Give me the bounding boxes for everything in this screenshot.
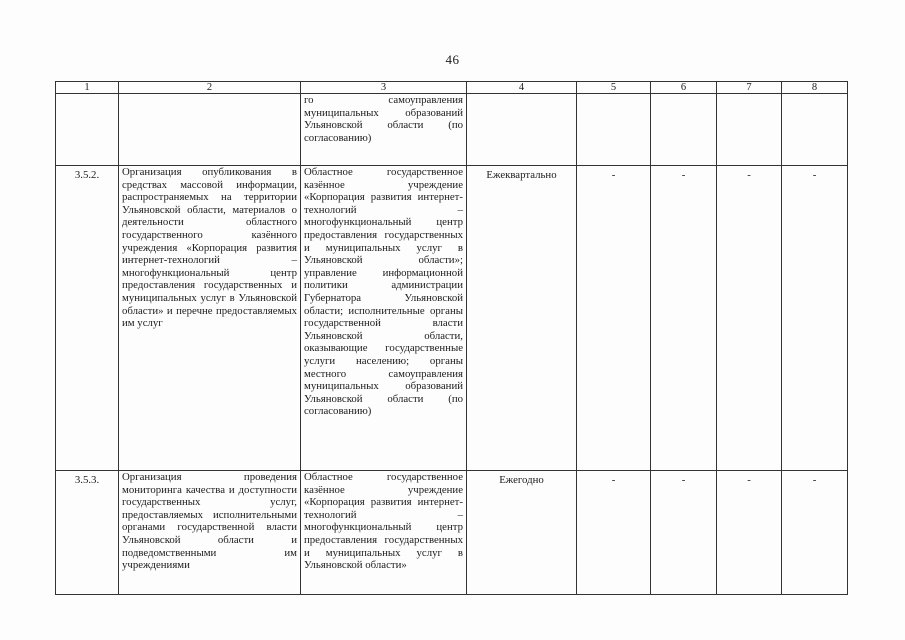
table-row	[56, 166, 848, 471]
executor-cell: го самоуправления муниципальных образований Ульяновской области (по согласованию)	[301, 94, 467, 166]
col-header-6: 6	[651, 82, 717, 94]
period-cell	[467, 94, 577, 166]
col-header-2: 2	[119, 82, 301, 94]
col8-cell	[782, 94, 848, 166]
col-header-5: 5	[577, 82, 651, 94]
col6-cell: -	[651, 471, 717, 595]
col-header-8: 8	[782, 82, 848, 94]
row-number: 3.5.2.	[56, 166, 119, 471]
col8-cell: -	[782, 166, 848, 471]
row-number: 3.5.3.	[56, 471, 119, 595]
row-number	[56, 94, 119, 166]
col-header-7: 7	[717, 82, 782, 94]
activity-cell: Организация опубликования в средствах массовой информации, распространяемых на территории Ульяновской области, материалов о деятельности областного государственного казённого учреждения «Корпорация развития интернет-технологий – многофункциональный центр предоставления государственных и муниципальных услуг в Ульяновской области» и перечне предоставляемых им услуг	[119, 166, 301, 471]
period-cell: Ежеквартально	[467, 166, 577, 471]
col7-cell: -	[717, 166, 782, 471]
table-row	[56, 471, 848, 595]
col5-cell: -	[577, 471, 651, 595]
activity-cell: Организация проведения мониторинга качества и доступности государственных услуг, предоставляемых исполнительными органами государственной власти Ульяновской области и подведомственными им учреждениями	[119, 471, 301, 595]
activity-cell	[119, 94, 301, 166]
page-number: 46	[445, 52, 460, 67]
executor-cell: Областное государственное казённое учреждение «Корпорация развития интернет-технологий – многофункциональный центр предоставления государственных и муниципальных услуг в Ульяновской области»; управление информационной политики администрации Губернатора Ульяновской области; исполнительные органы государственной власти Ульяновской области, оказывающие государственные услуги населению; органы местного самоуправления муниципальных образований Ульяновской области (по согласованию)	[301, 166, 467, 471]
col8-cell: -	[782, 471, 848, 595]
plan-table	[55, 81, 848, 595]
period-cell: Ежегодно	[467, 471, 577, 595]
header-row	[56, 82, 848, 94]
col-header-4: 4	[467, 82, 577, 94]
col5-cell	[577, 94, 651, 166]
col7-cell	[717, 94, 782, 166]
col6-cell: -	[651, 166, 717, 471]
col-header-3: 3	[301, 82, 467, 94]
executor-cell: Областное государственное казённое учреждение «Корпорация развития интернет-технологий – многофункциональный центр предоставления государственных и муниципальных услуг в Ульяновской области»	[301, 471, 467, 595]
col6-cell	[651, 94, 717, 166]
table-row	[56, 94, 848, 166]
col7-cell: -	[717, 471, 782, 595]
col5-cell: -	[577, 166, 651, 471]
col-header-1: 1	[56, 82, 119, 94]
